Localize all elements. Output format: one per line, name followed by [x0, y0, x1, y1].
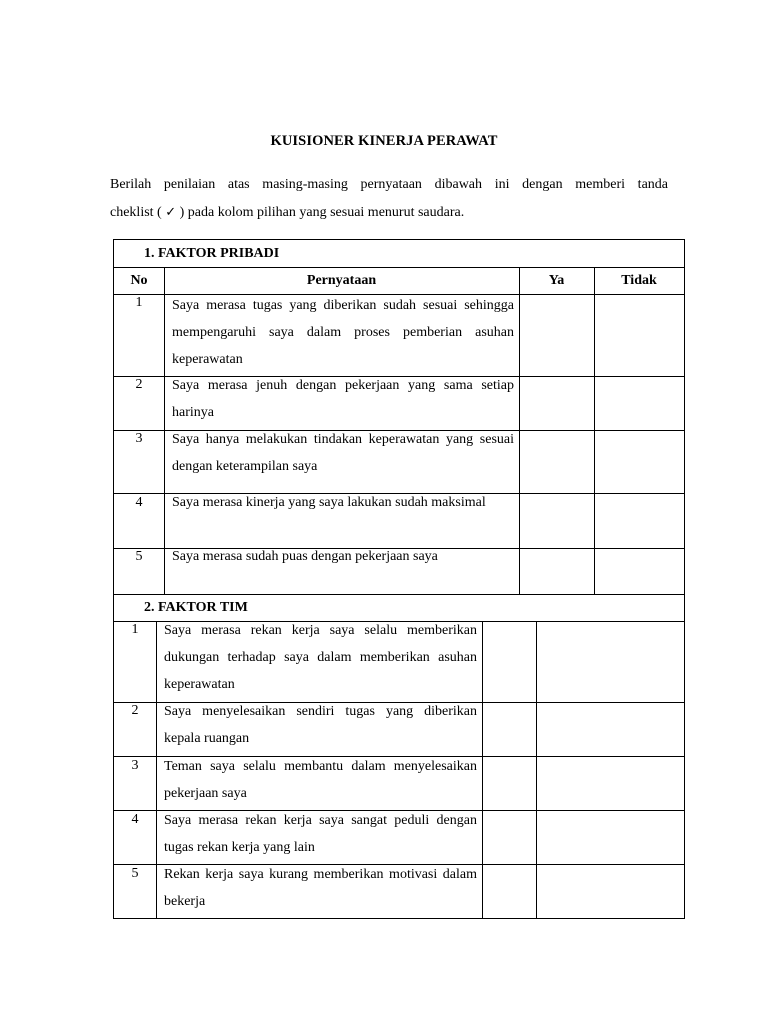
page-title: KUISIONER KINERJA PERAWAT [270, 133, 498, 149]
checkmark-icon: ✓ [165, 205, 177, 220]
row-number: 4 [131, 812, 139, 827]
statement-text: Rekan kerja saya kurang memberikan motivasi dalam bekerja [164, 867, 477, 909]
column-header-statement: Pernyataan [306, 273, 377, 288]
section-title-faktor-pribadi: 1. FAKTOR PRIBADI [144, 246, 280, 261]
row-number: 5 [131, 866, 139, 881]
column-divider [156, 621, 157, 918]
row-number: 5 [135, 549, 143, 564]
statement-text: Saya menyelesaikan sendiri tugas yang diberikan kepala ruangan [164, 704, 477, 746]
section-title-faktor-tim: 2. FAKTOR TIM [144, 600, 248, 615]
column-divider [536, 621, 537, 918]
row-number: 1 [131, 622, 139, 637]
statement-text: Saya hanya melakukan tindakan keperawatan yang sesuai dengan keterampilan saya [172, 432, 514, 474]
row-number: 1 [135, 295, 143, 310]
instructions-line-2 [110, 199, 668, 227]
row-number: 2 [131, 703, 139, 718]
instructions-pre: cheklist ( [110, 205, 162, 220]
column-divider [482, 621, 483, 918]
instructions-line-1: Berilah penilaian atas masing-masing pernyataan dibawah ini dengan memberi tanda [110, 177, 668, 192]
statement-text: Saya merasa rekan kerja saya sangat peduli dengan tugas rekan kerja yang lain [164, 813, 477, 855]
instructions-post: ) pada kolom pilihan yang sesuai menurut saudara. [179, 205, 465, 220]
column-header-no: No [130, 273, 148, 288]
questionnaire-table [113, 239, 685, 919]
row-number: 3 [135, 431, 143, 446]
row-number: 2 [135, 377, 143, 392]
row-number: 3 [131, 758, 139, 773]
column-header-tidak: Tidak [621, 273, 657, 288]
row-number: 4 [135, 495, 143, 510]
statement-text: Teman saya selalu membantu dalam menyelesaikan pekerjaan saya [164, 759, 477, 801]
statement-text: Saya merasa jenuh dengan pekerjaan yang sama setiap harinya [172, 378, 514, 420]
statement-text: Saya merasa tugas yang diberikan sudah sesuai sehingga mempengaruhi saya dalam proses pemberian asuhan keperawatan [172, 298, 514, 367]
column-header-yes: Ya [548, 273, 565, 288]
statement-text: Saya merasa kinerja yang saya lakukan sudah maksimal [172, 495, 486, 510]
statement-text: Saya merasa rekan kerja saya selalu memberikan dukungan terhadap saya dalam memberikan asuhan keperawatan [164, 623, 477, 692]
instructions [110, 171, 668, 227]
statement-text: Saya merasa sudah puas dengan pekerjaan saya [172, 549, 438, 564]
